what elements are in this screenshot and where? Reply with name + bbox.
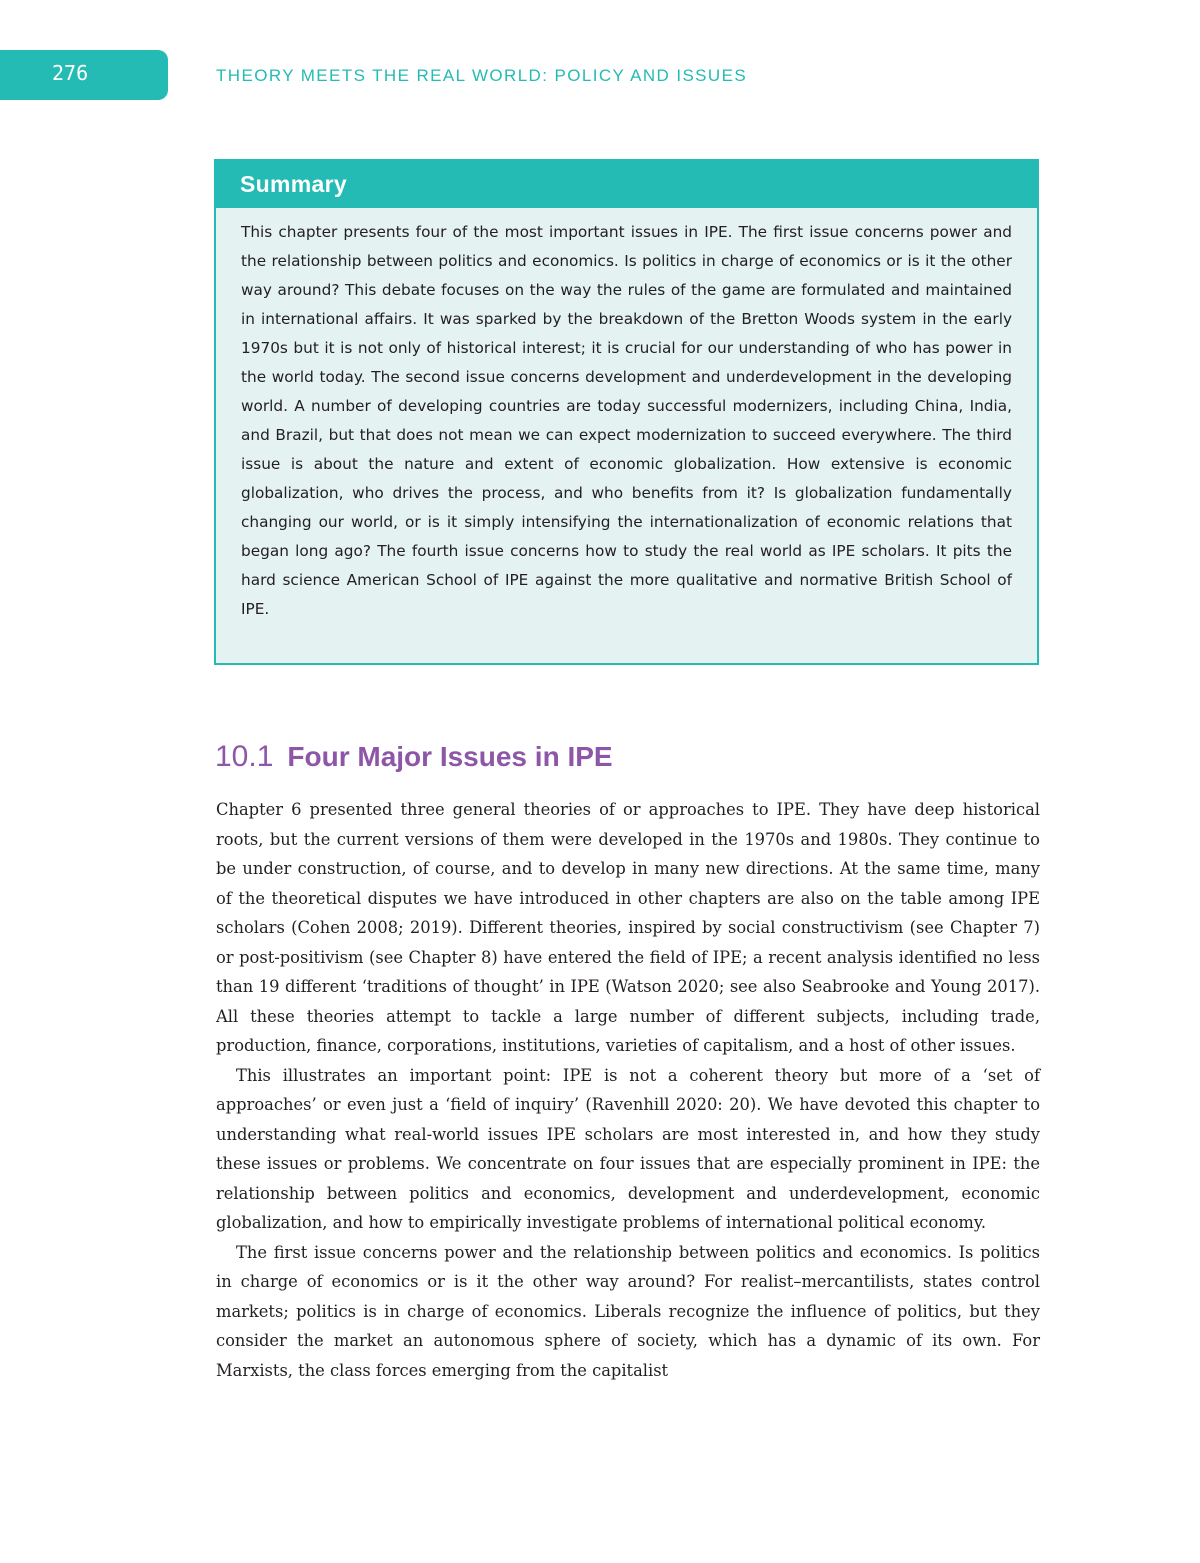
page-number: 276 — [52, 61, 89, 85]
summary-box — [214, 159, 1039, 665]
body-text — [216, 795, 1040, 1385]
body-paragraph: The first issue concerns power and the relationship between politics and economics. Is politics in charge of economics or is it the other way around? For realist–mercantilists, states control markets; politics is in charge of economics. Liberals recognize the influence of politics, but they consider the market an autonomous sphere of society, which has a dynamic of its own. For Marxists, the class forces emerging from the capitalist — [216, 1242, 1040, 1380]
summary-text: This chapter presents four of the most important issues in IPE. The first issue concerns power and the relationship between politics and economics. Is politics in charge of economics or is it the other way around? This debate focuses on the way the rules of the game are formulated and maintained in international affairs. It was sparked by the breakdown of the Bretton Woods system in the early 1970s but it is not only of historical interest; it is crucial for our understanding of who has power in the world today. The second issue concerns development and underdevelopment in the developing world. A number of developing countries are today successful modernizers, including China, India, and Brazil, but that does not mean we can expect modernization to succeed everywhere. The third issue is about the nature and extent of economic globalization. How extensive is economic globalization, who drives the process, and who benefits from it? Is globalization fundamentally changing our world, or is it simply intensifying the internationalization of economic relations that began long ago? The fourth issue concerns how to study the real world as IPE scholars. It pits the hard science American School of IPE against the more qualitative and normative British School of IPE. — [241, 223, 1012, 618]
section-heading — [215, 740, 613, 774]
running-header: THEORY MEETS THE REAL WORLD: POLICY AND ISSUES — [216, 66, 748, 85]
body-paragraph: This illustrates an important point: IPE is not a coherent theory but more of a ‘set of approaches’ or even just a ‘field of inquiry’ (Ravenhill 2020: 20). We have devoted this chapter to understanding what real-world issues IPE scholars are most interested in, and how they study these issues or problems. We concentrate on four issues that are especially prominent in IPE: the relationship between politics and economics, development and underdevelopment, economic globalization, and how to empirically investigate problems of international political economy. — [216, 1065, 1040, 1232]
section-title: Four Major Issues in IPE — [287, 741, 613, 772]
section-number: 10.1 — [215, 740, 274, 773]
summary-title: Summary — [216, 161, 1037, 208]
body-paragraph: Chapter 6 presented three general theories of or approaches to IPE. They have deep historical roots, but the current versions of them were developed in the 1970s and 1980s. They continue to be under construction, of course, and to develop in many new directions. At the same time, many of the theoretical disputes we have introduced in other chapters are also on the table among IPE scholars (Cohen 2008; 2019). Different theories, inspired by social constructivism (see Chapter 7) or post-positivism (see Chapter 8) have entered the field of IPE; a recent analysis identified no less than 19 different ‘traditions of thought’ in IPE (Watson 2020; see also Seabrooke and Young 2017). All these theories attempt to tackle a large number of different subjects, including trade, production, finance, corporations, institutions, varieties of capitalism, and a host of other issues. — [216, 800, 1040, 1055]
